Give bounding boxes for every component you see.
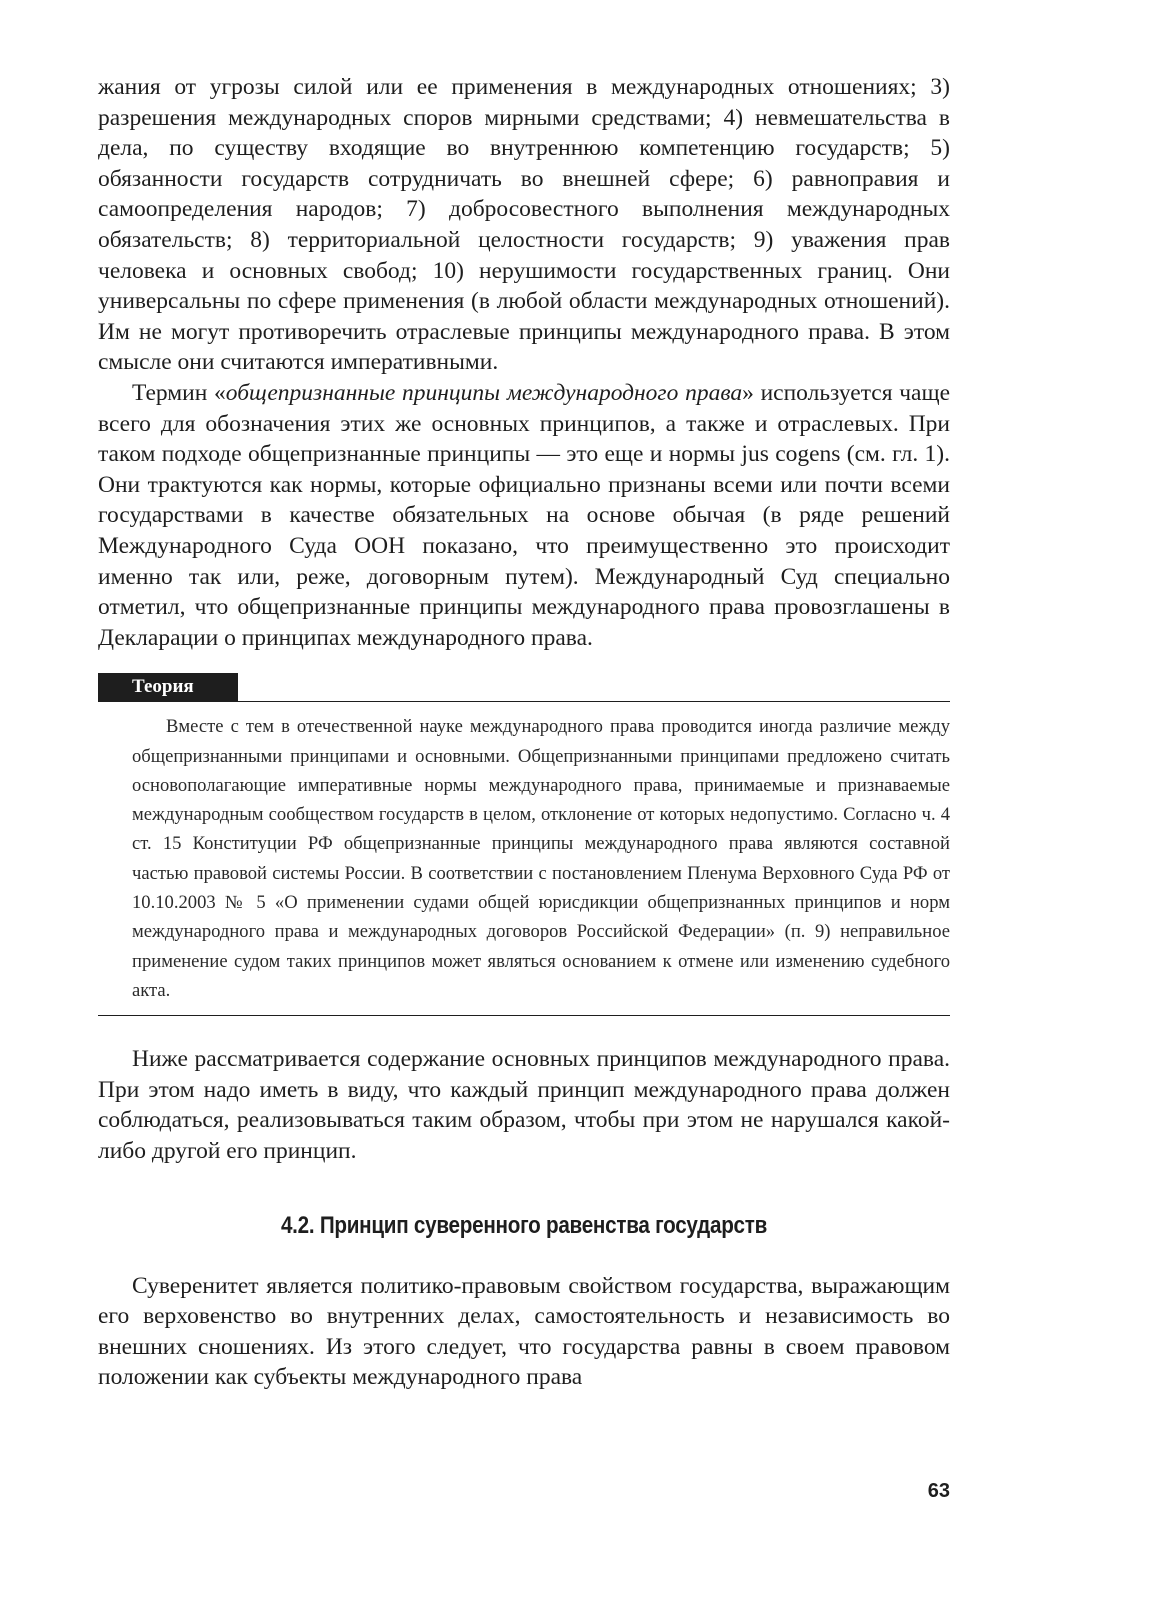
theory-box	[98, 673, 950, 1016]
page-content	[98, 72, 950, 1393]
section-heading: 4.2. Принцип суверенного равенства государств	[280, 1211, 768, 1239]
theory-text: Вместе с тем в отечественной науке международного права проводится иногда различие между общепризнанными принципами и основными. Общепризнанными принципами предложено считать основополагающие императивные нормы международного права, принимаемые и признаваемые международным сообществом государств в целом, отклонение от которых недопустимо. Согласно ч. 4 ст. 15 Конституции РФ общепризнанные принципы международного права являются составной частью правовой системы России. В соответствии с постановлением Пленума Верховного Суда РФ от 10.10.2003 № 5 «О применении судами общей юрисдикции общепризнанных принципов и норм международного права и международных договоров Российской Федерации» (п. 9) неправильное применение судом таких принципов может являться основанием к отмене или изменению судебного акта.	[132, 716, 950, 1001]
theory-bottom-rule	[98, 1015, 950, 1016]
paragraph-content-review: Ниже рассматривается содержание основных принципов международного права. При этом надо иметь в виду, что каждый принцип международного права должен соблюдаться, реализовываться таким образом, чтобы при этом не нарушался какой-либо другой его принцип.	[98, 1046, 950, 1165]
italic-term: общепризнанные принципы международного права	[225, 379, 743, 406]
paragraph-principles-list: жания от угрозы силой или ее применения в международных отношениях; 3) разрешения международных споров мирными средствами; 4) невмешательства в дела, по существу входящие во внутреннюю компетенцию государств; 5) обязанности государств сотрудничать во внешней сфере; 6) равноправия и самоопределения народов; 7) добросовестного выполнения международных обязательств; 8) территориальной целостности государств; 9) уважения прав человека и основных свобод; 10) нерушимости государственных границ. Они универсальны по сфере применения (в любой области международных отношений). Им не могут противоречить отраслевые принципы международного права. В этом смысле они считаются императивными.	[98, 74, 950, 376]
paragraph-text-start: Термин «	[132, 379, 226, 406]
page-number: 63	[927, 1480, 950, 1502]
paragraph-generally-recognized	[98, 378, 950, 653]
paragraph-text-end: » используется чаще всего для обозначения этих же основных принципов, а также и отраслевых. При таком подходе общепризнанные принципы — это еще и нормы jus cogens (см. гл. 1). Они трактуются как нормы, которые официально признаны всеми или почти всеми государствами в качестве обязательных на основе обычая (в ряде решений Международного Суда ООН показано, что преимущественно это происходит именно так или, реже, договорным путем). Международный Суд специально отметил, что общепризнанные принципы международного права провозглашены в Декларации о принципах международного права.	[98, 379, 951, 651]
theory-label: Теория	[98, 673, 238, 701]
theory-header	[98, 673, 950, 702]
paragraph-sovereignty: Суверенитет является политико-правовым свойством государства, выражающим его верховенство во внутренних делах, самостоятельность и независимость во внешних сношениях. Из этого следует, что государства равны в своем правовом положении как субъекты международного права	[98, 1272, 950, 1391]
